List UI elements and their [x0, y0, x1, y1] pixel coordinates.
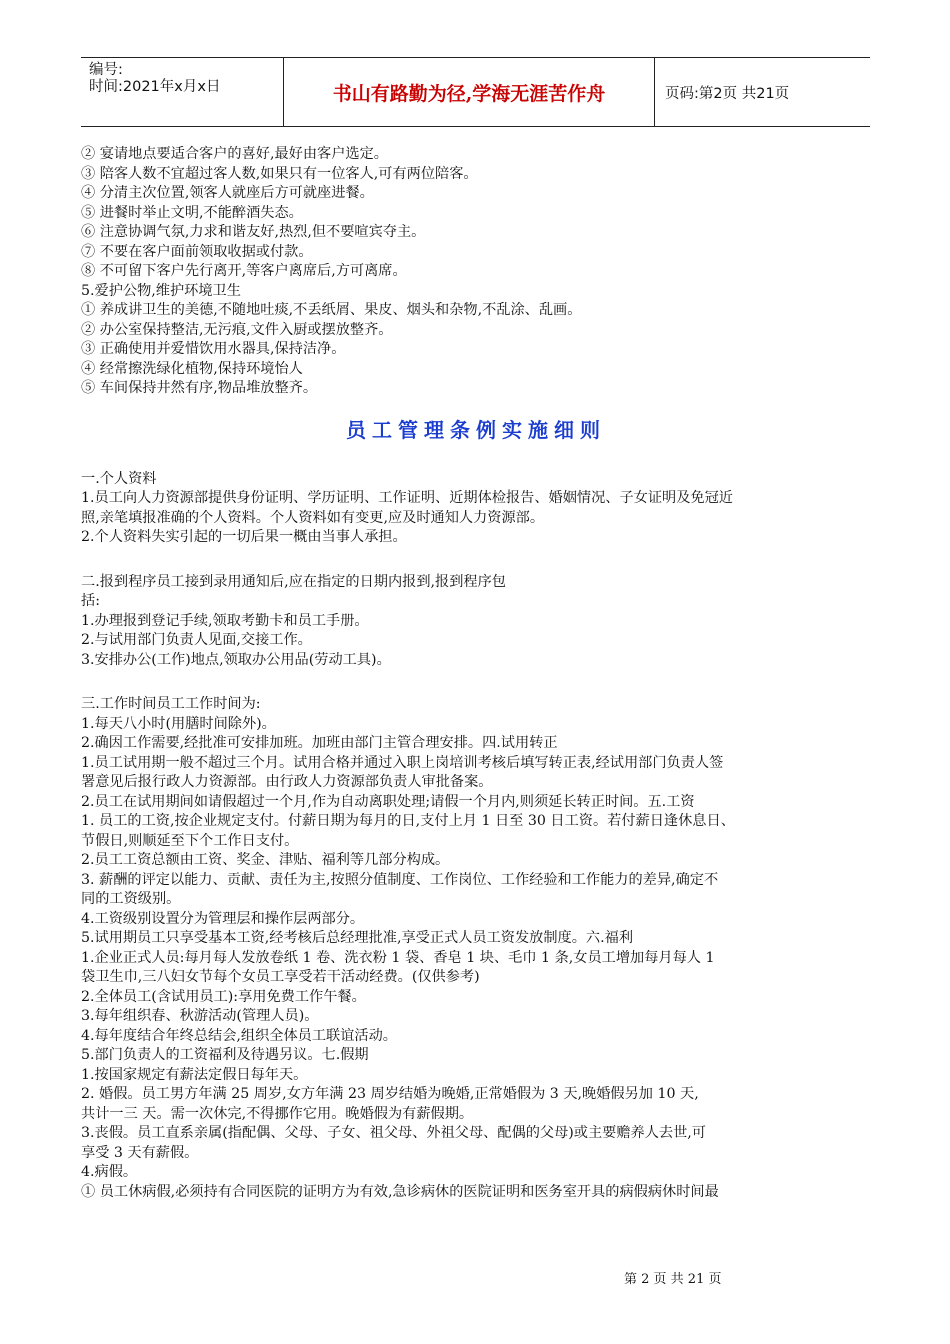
text-line: 3.安排办公(工作)地点,领取办公用品(劳动工具)。: [81, 651, 391, 668]
text-line: 照,亲笔填报准确的个人资料。个人资料如有变更,应及时通知人力资源部。: [81, 509, 545, 526]
text-line: 1.按国家规定有薪法定假日每年天。: [81, 1066, 308, 1083]
text-line: 共计一三 天。需一次休完,不得挪作它用。晚婚假为有薪假期。: [81, 1105, 474, 1122]
text-line: 享受 3 天有薪假。: [81, 1144, 199, 1161]
text-line: 袋卫生巾,三八妇女节每个女员工享受若干活动经费。(仅供参考): [81, 969, 480, 985]
text-line: 1.员工试用期一般不超过三个月。试用合格并通过入职上岗培训考核后填写转正表,经试用部门负责人签: [81, 754, 724, 771]
text-line: ⑤ 进餐时举止文明,不能醉酒失态。: [81, 204, 303, 221]
document-time-label: 时间:2021年x月x日: [89, 79, 221, 95]
text-line: ④ 分清主次位置,领客人就座后方可就座进餐。: [81, 185, 374, 201]
text-line: 1.企业正式人员:每月每人发放卷纸 1 卷、洗衣粉 1 袋、香皂 1 块、毛巾 1 条,女员工增加每月每人 1: [81, 949, 715, 966]
header-motto: 书山有路勤为径,学海无涯苦作舟: [283, 58, 655, 126]
text-line: 节假日,则顺延至下个工作日支付。: [81, 832, 299, 849]
text-line: ⑦ 不要在客户面前领取收据或付款。: [81, 243, 313, 260]
block-work-rules: [81, 695, 871, 1202]
text-line: 4.病假。: [81, 1164, 138, 1180]
text-line: ⑧ 不可留下客户先行离开,等客户离席后,方可离席。: [81, 263, 407, 279]
text-line: 括:: [81, 593, 100, 609]
page-footer: 第 2 页 共 21 页: [624, 1272, 722, 1287]
text-line: 2.与试用部门负责人见面,交接工作。: [81, 632, 312, 648]
text-line: ⑥ 注意协调气氛,力求和谐友好,热烈,但不要喧宾夺主。: [81, 224, 426, 240]
text-line: 3.丧假。员工直系亲属(指配偶、父母、子女、祖父母、外祖父母、配偶的父母)或主要赡养人去世,可: [81, 1125, 706, 1141]
text-line: ② 宴请地点要适合客户的喜好,最好由客户选定。: [81, 146, 388, 162]
text-line: 1.办理报到登记手续,领取考勤卡和员工手册。: [81, 612, 369, 629]
block-personal-info: [81, 470, 871, 548]
text-line: 同的工资级别。: [81, 891, 181, 907]
header-page-info: 页码:第2页 共21页: [665, 86, 790, 102]
text-line: 4.工资级别设置分为管理层和操作层两部分。: [81, 910, 365, 927]
text-line: 2.确因工作需要,经批准可安排加班。加班由部门主管合理安排。四.试用转正: [81, 735, 558, 751]
text-line: 5.爱护公物,维护环境卫生: [81, 282, 241, 299]
spacer: [81, 670, 871, 695]
text-line: 署意见后报行政人力资源部。由行政人力资源部负责人审批备案。: [81, 774, 493, 790]
text-line: 5.部门负责人的工资福利及待遇另议。七.假期: [81, 1047, 369, 1063]
document-body: [81, 145, 871, 1202]
text-line: 3.每年组织春、秋游活动(管理人员)。: [81, 1008, 319, 1024]
text-line: ③ 陪客人数不宜超过客人数,如果只有一位客人,可有两位陪客。: [81, 165, 478, 182]
page-header: [81, 57, 870, 127]
text-line: 1.员工向人力资源部提供身份证明、学历证明、工作证明、近期体检报告、婚姻情况、子女证明及免冠近: [81, 490, 733, 506]
text-line: 2.个人资料失实引起的一切后果一概由当事人承担。: [81, 529, 407, 545]
text-line: 二.报到程序员工接到录用通知后,应在指定的日期内报到,报到程序包: [81, 573, 506, 590]
document-number-label: 编号:: [89, 62, 123, 78]
text-line: 1.每天八小时(用膳时间除外)。: [81, 715, 276, 732]
text-line: ① 养成讲卫生的美德,不随地吐痰,不丢纸屑、果皮、烟头和杂物,不乱涂、乱画。: [81, 302, 582, 318]
block-banquet-and-hygiene: [81, 145, 871, 399]
text-line: 1. 员工的工资,按企业规定支付。付薪日期为每月的日,支付上月 1 日至 30 日工资。若付薪日逢休息日、: [81, 813, 735, 829]
text-line: 5.试用期员工只享受基本工资,经考核后总经理批准,享受正式人员工资发放制度。六.福利: [81, 930, 634, 946]
text-line: 2. 婚假。员工男方年满 25 周岁,女方年满 23 周岁结婚为晚婚,正常婚假为 3 天,晚婚假另加 10 天,: [81, 1086, 699, 1102]
text-line: 2.全体员工(含试用员工):享用免费工作午餐。: [81, 988, 366, 1005]
text-line: 一.个人资料: [81, 470, 157, 487]
text-line: ① 员工休病假,必须持有合同医院的证明方为有效,急诊病休的医院证明和医务室开具的病假病休时间最: [81, 1183, 719, 1200]
text-line: 2.员工在试用期间如请假超过一个月,作为自动离职处理;请假一个月内,则须延长转正时间。五.工资: [81, 793, 695, 810]
section-title: 员工管理条例实施细则: [346, 417, 606, 442]
spacer: [81, 548, 871, 573]
header-meta: [89, 62, 220, 96]
text-line: ⑤ 车间保持井然有序,物品堆放整齐。: [81, 380, 318, 396]
text-line: 2.员工工资总额由工资、奖金、津贴、福利等几部分构成。: [81, 852, 450, 868]
text-line: ② 办公室保持整洁,无污痕,文件入厨或摆放整齐。: [81, 321, 393, 338]
text-line: ④ 经常擦洗绿化植物,保持环境怡人: [81, 360, 303, 377]
block-onboarding: [81, 573, 871, 671]
text-line: 4.每年度结合年终总结会,组织全体员工联谊活动。: [81, 1027, 397, 1044]
text-line: 三.工作时间员工工作时间为:: [81, 696, 261, 712]
text-line: ③ 正确使用并爱惜饮用水器具,保持洁净。: [81, 341, 346, 357]
text-line: 3. 薪酬的评定以能力、贡献、责任为主,按照分值制度、工作岗位、工作经验和工作能力的差异,确定不: [81, 871, 719, 888]
